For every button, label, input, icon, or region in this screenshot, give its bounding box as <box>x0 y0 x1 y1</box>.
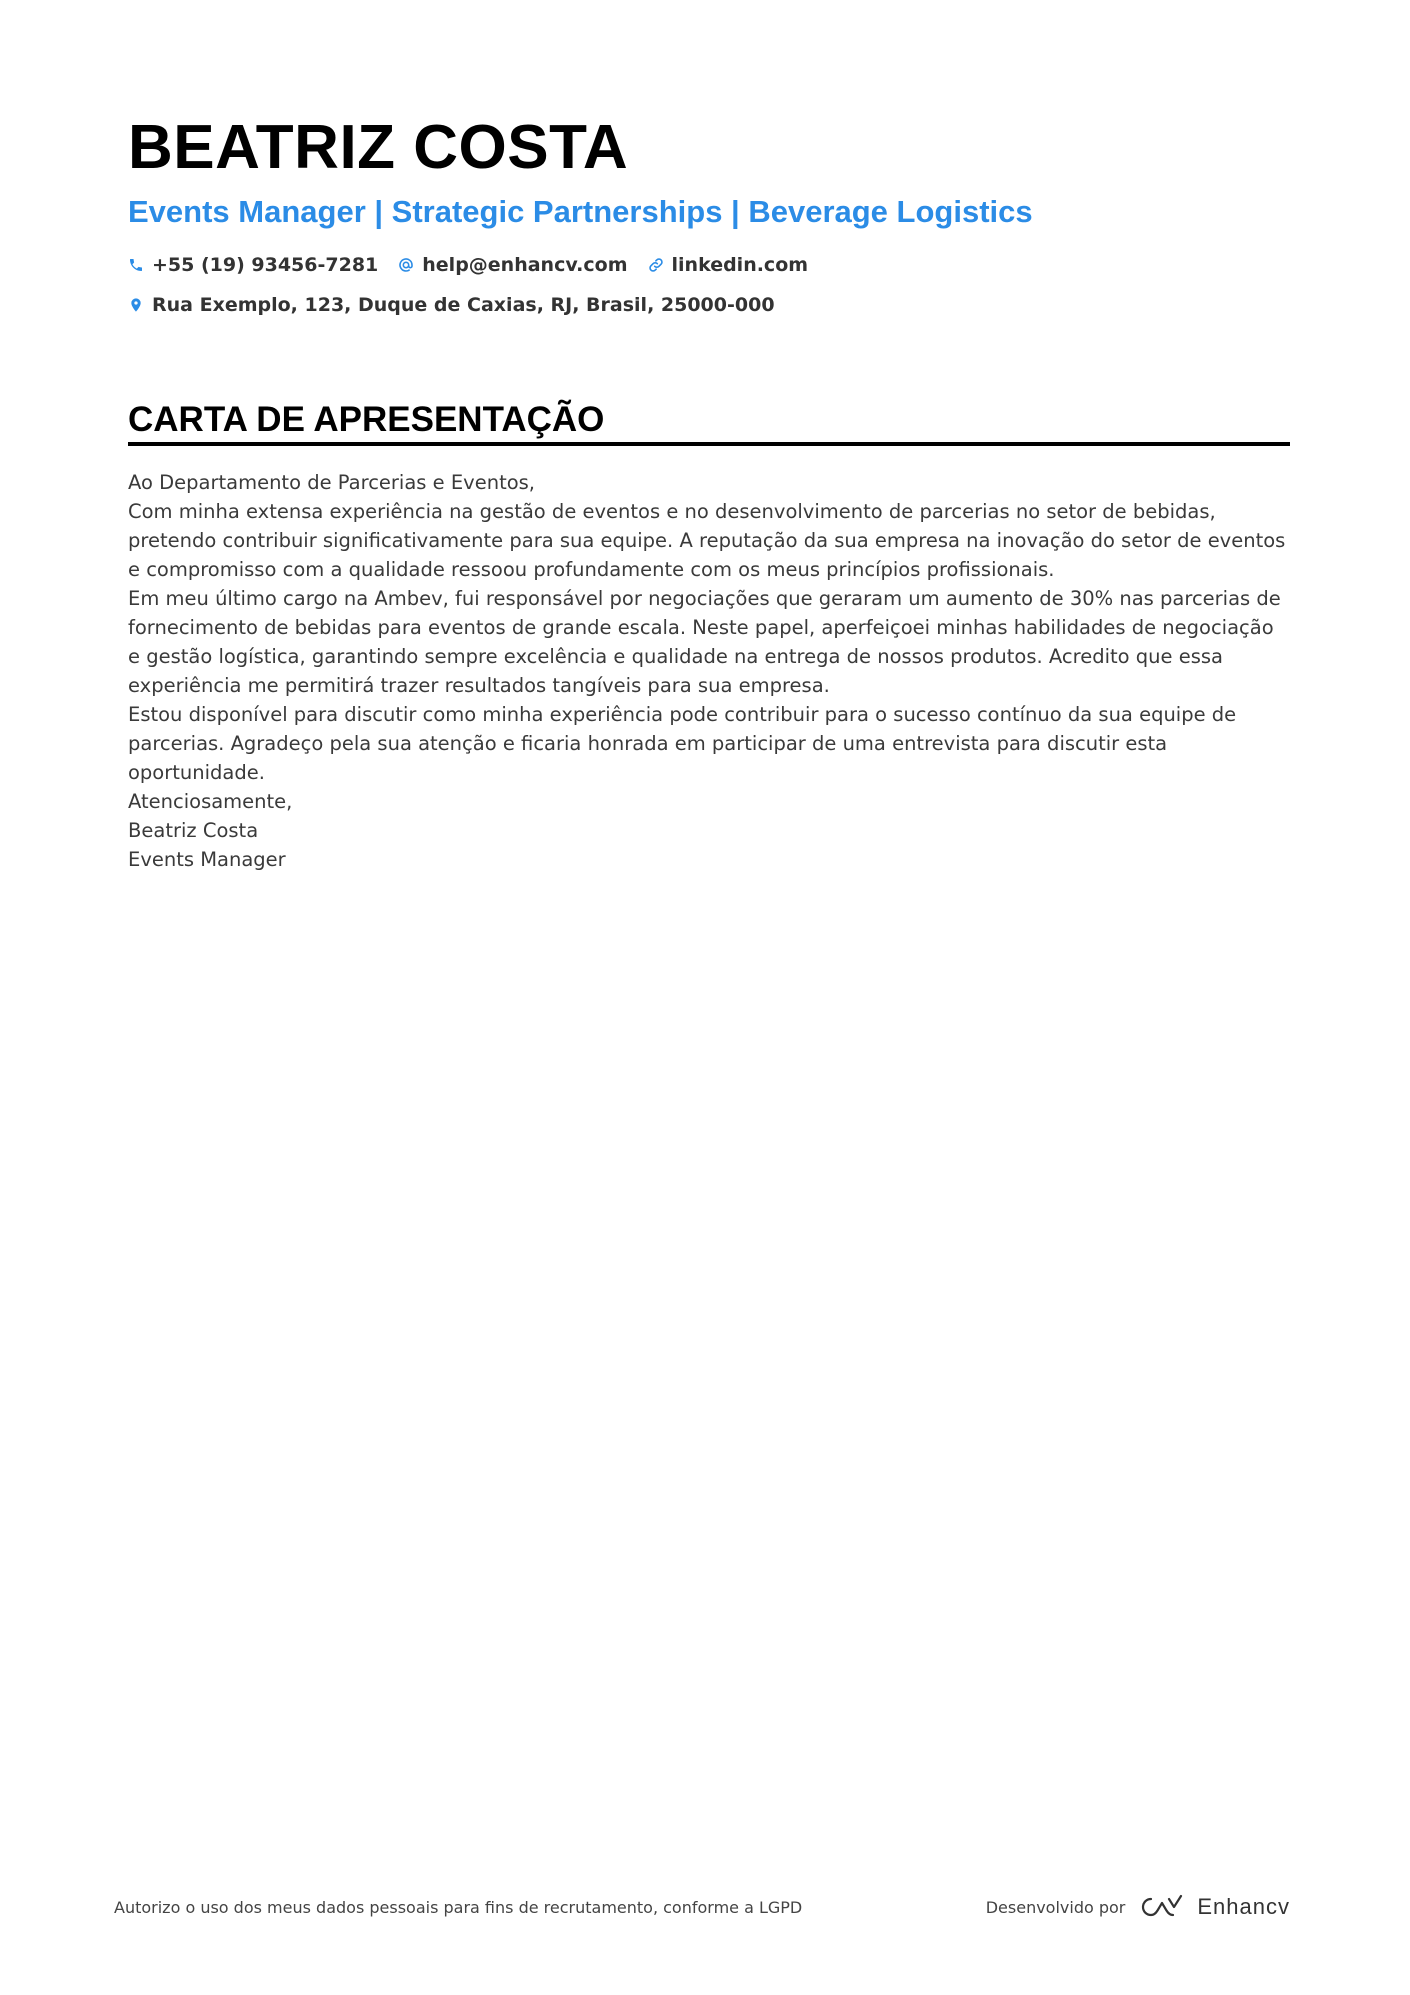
at-icon <box>398 257 414 273</box>
section-title-cover-letter: CARTA DE APRESENTAÇÃO <box>128 400 1290 446</box>
phone-number: +55 (19) 93456-7281 <box>152 254 379 276</box>
letter-paragraph: Em meu último cargo na Ambev, fui responsável por negociações que geraram um aumento de 30% nas parcerias de fornecimento de bebidas para eventos de grande escala. Neste papel, aperfeiçoei minhas habilidades de negociação e gestão logística, garantindo sempre excelência e qualidade na entrega de nossos produtos. Acredito que essa experiência me permitirá trazer resultados tangíveis para sua empresa. <box>128 587 1281 697</box>
powered-by-label: Desenvolvido por <box>985 1897 1126 1917</box>
contact-row-primary <box>128 250 1290 280</box>
letter-closing: Atenciosamente, <box>128 790 293 813</box>
candidate-headline: Events Manager | Strategic Partnerships | Beverage Logistics <box>128 194 1033 229</box>
brand-name: Enhancv <box>1197 1894 1290 1919</box>
signature-title: Events Manager <box>128 848 286 871</box>
enhancv-logo-icon <box>1139 1893 1185 1921</box>
cover-letter-page <box>128 108 1290 874</box>
data-consent-note: Autorizo o uso dos meus dados pessoais para fins de recrutamento, conforme a LGPD <box>114 1897 803 1917</box>
letter-greeting: Ao Departamento de Parcerias e Eventos, <box>128 471 536 494</box>
link-icon <box>648 257 664 273</box>
letter-paragraph: Com minha extensa experiência na gestão de eventos e no desenvolvimento de parcerias no setor de bebidas, pretendo contribuir significativamente para sua equipe. A reputação da sua empresa na inovação do setor de eventos e compromisso com a qualidade ressoou profundamente com os meus princípios profissionais. <box>128 500 1286 581</box>
email-address: help@enhancv.com <box>422 254 628 276</box>
candidate-name: BEATRIZ COSTA <box>128 113 629 182</box>
contact-row-address <box>128 290 1290 320</box>
contact-phone[interactable] <box>128 254 378 276</box>
page-footer <box>114 1893 1290 1921</box>
contact-info <box>128 250 1290 320</box>
linkedin-url: linkedin.com <box>671 254 809 276</box>
contact-linkedin[interactable] <box>648 254 809 276</box>
powered-by[interactable] <box>986 1893 1290 1921</box>
location-pin-icon <box>128 297 144 313</box>
contact-address <box>128 294 775 316</box>
contact-email[interactable] <box>398 254 627 276</box>
letter-body <box>128 468 1290 874</box>
phone-icon <box>128 257 144 273</box>
letter-paragraph: Estou disponível para discutir como minha experiência pode contribuir para o sucesso contínuo da sua equipe de parcerias. Agradeço pela sua atenção e ficaria honrada em participar de uma entrevista para discutir esta oportunidade. <box>128 703 1237 784</box>
address-text: Rua Exemplo, 123, Duque de Caxias, RJ, Brasil, 25000-000 <box>152 294 775 316</box>
signature-name: Beatriz Costa <box>128 819 259 842</box>
